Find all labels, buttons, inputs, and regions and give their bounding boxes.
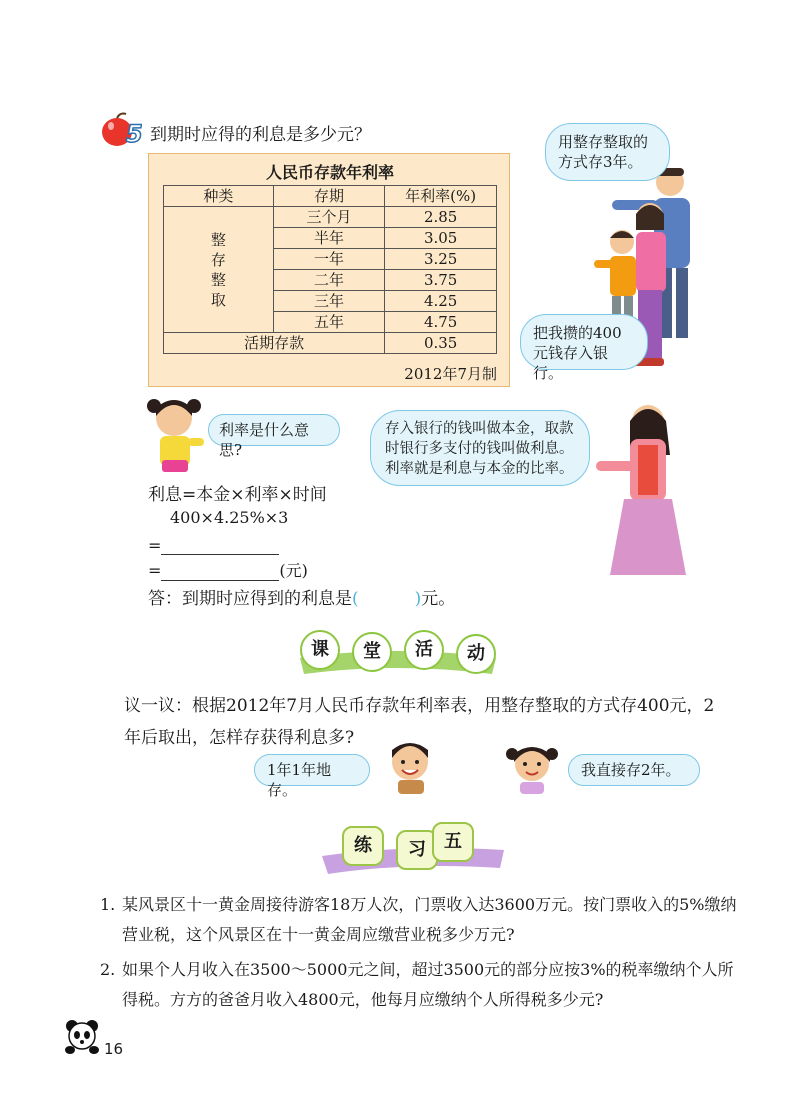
answer-blank-1[interactable] bbox=[161, 537, 279, 555]
formula-equal-2: = bbox=[148, 561, 162, 580]
speech-bubble-girl-2: 我直接存2年。 bbox=[568, 754, 700, 786]
speech-bubble-parent: 用整存整取的方式存3年。 bbox=[545, 123, 670, 181]
rate-table-box bbox=[148, 153, 510, 387]
header-term: 存期 bbox=[273, 186, 385, 207]
formula-equal-1: = bbox=[148, 536, 162, 555]
exercise-text: 如果个人月收入在3500～5000元之间，超过3500元的部分应按3%的税率缴纳个人所得税。方方的爸爸月收入4800元，他每月应缴纳个人所得税多少元? bbox=[122, 960, 734, 1009]
formula-line-3 bbox=[148, 536, 279, 555]
activity-char-1: 课 bbox=[300, 630, 340, 670]
answer-paren-close: ) bbox=[414, 589, 422, 609]
exercise-banner bbox=[318, 820, 508, 876]
exercise-item-1 bbox=[100, 890, 740, 950]
panda-icon bbox=[62, 1016, 102, 1056]
group-label-char: 整 bbox=[210, 270, 226, 289]
answer-paren-open: ( bbox=[352, 589, 359, 609]
exercise-char-3: 五 bbox=[432, 822, 474, 862]
rate-cell: 3.05 bbox=[385, 228, 497, 249]
exercise-char-1: 练 bbox=[342, 826, 384, 866]
group-label-char: 取 bbox=[210, 290, 226, 309]
exercise-text: 某风景区十一黄金周接待游客18万人次，门票收入达3600万元。按门票收入的5%缴纳营业税，这个风景区在十一黄金周应缴营业税多少万元? bbox=[122, 895, 737, 944]
exercise-char-2: 习 bbox=[396, 830, 438, 870]
teacher-illustration bbox=[590, 395, 690, 585]
exercise-number: 2. bbox=[100, 960, 116, 979]
answer-line bbox=[148, 584, 455, 609]
rate-cell: 2.85 bbox=[385, 207, 497, 228]
term-cell: 三年 bbox=[273, 291, 385, 312]
table-header-row bbox=[164, 186, 497, 207]
rate-table-date: 2012年7月制 bbox=[404, 365, 497, 383]
activity-char-3: 活 bbox=[404, 630, 444, 670]
rate-table bbox=[163, 185, 497, 354]
table-row bbox=[164, 333, 497, 354]
rate-cell: 4.75 bbox=[385, 312, 497, 333]
rate-cell: 3.25 bbox=[385, 249, 497, 270]
activity-char-4: 动 bbox=[456, 634, 496, 674]
group-label-char: 整 bbox=[210, 230, 226, 249]
group-label-char: 存 bbox=[210, 250, 226, 269]
answer-blank-2[interactable] bbox=[161, 563, 279, 581]
speech-bubble-teacher: 存入银行的钱叫做本金，取款时银行多支付的钱叫做利息。利率就是利息与本金的比率。 bbox=[370, 410, 590, 486]
current-label-cell: 活期存款 bbox=[164, 333, 385, 354]
rate-table-title: 人民币存款年利率 bbox=[265, 163, 394, 182]
current-rate-cell: 0.35 bbox=[385, 333, 497, 354]
apple-number-icon bbox=[100, 112, 142, 148]
formula-line-2: 400×4.25%×3 bbox=[170, 508, 289, 527]
problem-question: 到期时应得的利息是多少元？ bbox=[150, 125, 371, 145]
activity-char-2: 堂 bbox=[352, 632, 392, 672]
speech-bubble-girl: 利率是什么意思? bbox=[208, 414, 340, 446]
term-cell: 半年 bbox=[273, 228, 385, 249]
answer-prefix: 答：到期时应得到的利息是 bbox=[148, 589, 352, 609]
page-number: 16 bbox=[104, 1040, 124, 1058]
problem-number: 5 bbox=[126, 120, 142, 148]
boy-head-illustration bbox=[386, 736, 436, 794]
exercise-number: 1. bbox=[100, 895, 116, 914]
answer-suffix: 元。 bbox=[421, 589, 456, 609]
header-type: 种类 bbox=[164, 186, 274, 207]
term-cell: 二年 bbox=[273, 270, 385, 291]
speech-bubble-boy: 1年1年地存。 bbox=[254, 754, 370, 786]
group-label-cell bbox=[164, 207, 274, 333]
formula-unit: (元) bbox=[279, 561, 308, 580]
table-row bbox=[164, 207, 497, 228]
term-cell: 三个月 bbox=[273, 207, 385, 228]
girl-head-illustration bbox=[502, 736, 562, 794]
rate-cell: 3.75 bbox=[385, 270, 497, 291]
group-label bbox=[164, 230, 273, 310]
activity-banner bbox=[296, 630, 500, 678]
discussion-text: 议一议：根据2012年7月人民币存款年利率表，用整存整取的方式存400元，2年后取出，怎样存获得利息多? bbox=[124, 696, 715, 748]
rate-cell: 4.25 bbox=[385, 291, 497, 312]
girl-illustration bbox=[146, 390, 210, 476]
speech-bubble-mom: 把我攒的400元钱存入银行。 bbox=[520, 314, 648, 370]
header-rate: 年利率(%) bbox=[385, 186, 497, 207]
term-cell: 五年 bbox=[273, 312, 385, 333]
term-cell: 一年 bbox=[273, 249, 385, 270]
formula-line-4 bbox=[148, 558, 308, 581]
formula-line-1: 利息=本金×利率×时间 bbox=[148, 485, 327, 505]
exercise-item-2 bbox=[100, 955, 740, 1015]
